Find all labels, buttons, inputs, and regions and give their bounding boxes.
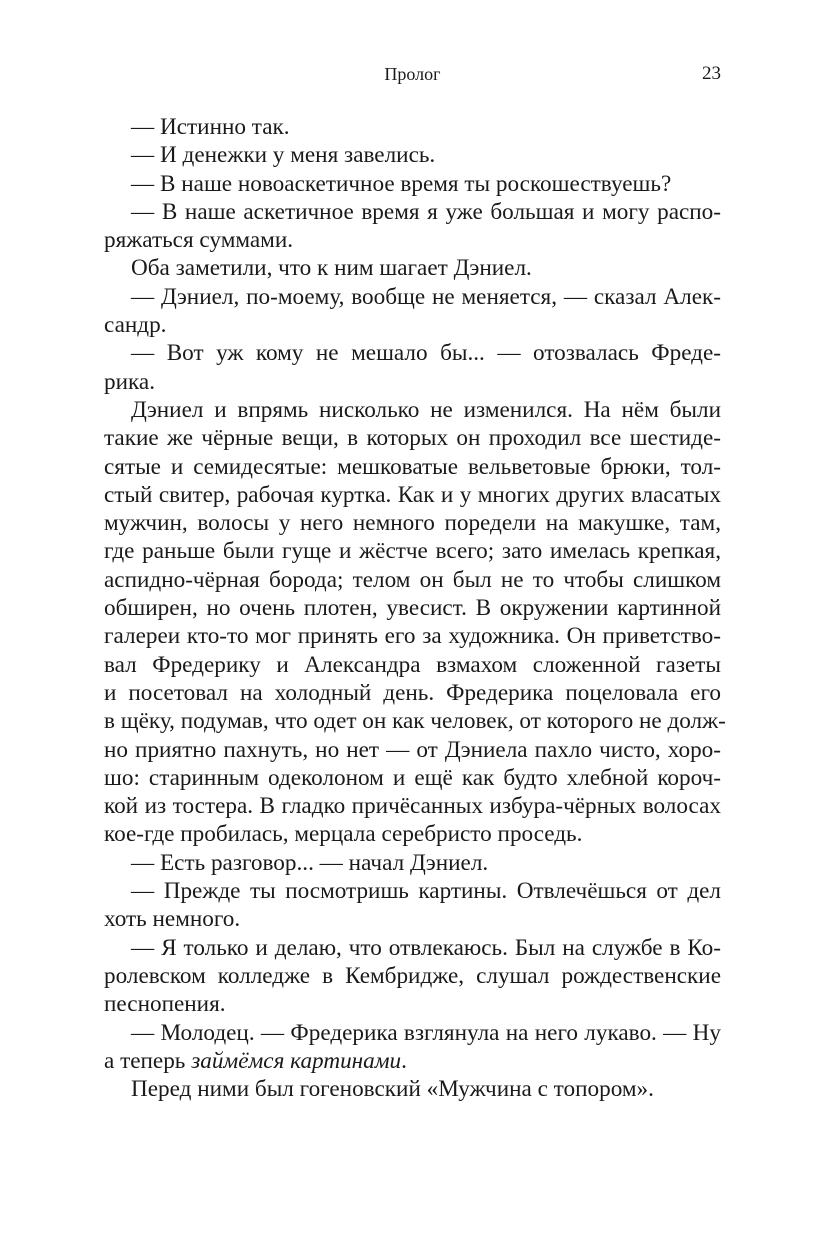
line-text: такие же чёрные вещи, в которых он проходил все шестиде- [104, 425, 721, 452]
line-text: аспидно-чёрная борода; телом он был не то чтобы слишком [104, 566, 721, 593]
paragraph [104, 877, 721, 934]
paragraph [104, 198, 721, 255]
line-text: сятые и семидесятые: мешковатые вельветовые брюки, тол- [104, 453, 721, 480]
line-text: — Дэниел, по-моему, вообще не меняется, — сказал Алек- [131, 283, 721, 310]
line-text: в щёку, подумав, что одет он как человек, от которого не долж- [104, 708, 726, 735]
text-line [104, 905, 721, 933]
line-text: мужчин, волосы у него немного поредели на макушке, там, [104, 510, 721, 537]
running-title: Пролог [384, 64, 441, 84]
paragraph [104, 113, 721, 141]
paragraph [104, 396, 726, 849]
paragraph [104, 849, 721, 877]
text-line [104, 877, 721, 905]
line-text: и посетовал на холодный день. Фредерика поцеловала его [104, 679, 721, 706]
text-line [104, 170, 721, 198]
text-line [104, 113, 721, 141]
text-line [104, 820, 721, 848]
page-header [104, 60, 721, 88]
line-text: но приятно пахнуть, но нет — от Дэниела пахло чисто, хоро- [104, 736, 721, 763]
line-text: — Молодец. — Фредерика взглянула на него лукаво. — Ну [131, 1019, 721, 1046]
line-text: — Прежде ты посмотришь картины. Отвлечёшься от дел [131, 878, 721, 905]
text-line [104, 679, 721, 707]
line-text: рика. [104, 368, 156, 395]
line-text: стый свитер, рабочая куртка. Как и у многих других власатых [104, 481, 721, 508]
text-line [104, 622, 721, 650]
line-text: Оба заметили, что к ним шагает Дэниел. [131, 255, 532, 282]
text-line [104, 198, 721, 226]
text-line [104, 792, 721, 820]
text-line [104, 764, 721, 792]
text-line [104, 849, 721, 877]
text-line [104, 481, 721, 509]
text-line [104, 537, 721, 565]
line-text: кое-где пробилась, мерцала серебристо проседь. [104, 821, 583, 848]
text-line [104, 990, 721, 1018]
text-line [104, 594, 721, 622]
text-line [104, 368, 721, 396]
text-line [104, 651, 721, 679]
body-text [104, 113, 726, 1103]
text-line [104, 141, 721, 169]
text-line [104, 962, 721, 990]
text-line [104, 396, 721, 424]
page-number: 23 [702, 63, 721, 84]
paragraph [104, 1019, 721, 1076]
paragraph [104, 254, 721, 282]
line-text: а теперь [104, 1047, 192, 1074]
line-text: ряжаться суммами. [104, 227, 294, 254]
line-text: ролевском колледже в Кембридже, слушал рождественские [104, 962, 721, 989]
text-line [104, 707, 726, 735]
text-line [104, 1019, 721, 1047]
text-line [104, 509, 721, 537]
line-text: шо: старинным одеколоном и ещё как будто хлебной короч- [104, 764, 721, 791]
paragraph [104, 339, 721, 396]
line-text: вал Фредерику и Александра взмахом сложенной газеты [104, 651, 721, 678]
line-text: Перед ними был гогеновский «Мужчина с топором». [131, 1076, 654, 1103]
text-line [104, 339, 721, 367]
text-line [104, 254, 721, 282]
line-text: кой из тостера. В гладко причёсанных избура-чёрных волосах [104, 793, 721, 820]
paragraph [104, 1075, 721, 1103]
line-text: Дэниел и впрямь нисколько не изменился. На нём были [131, 396, 721, 423]
line-text: — Истинно так. [131, 114, 290, 140]
italic-phrase: займёмся картинами [191, 1047, 402, 1074]
text-line [104, 311, 721, 339]
line-text: галереи кто-то мог принять его за художника. Он приветство- [104, 623, 721, 650]
line-text: — Вот уж кому не мешало бы... — отозвалась Фреде- [131, 340, 721, 367]
text-line [104, 424, 721, 452]
paragraph [104, 170, 721, 198]
line-text: — И денежки у меня завелись. [131, 142, 436, 169]
paragraph [104, 283, 721, 340]
line-text: — Я только и делаю, что отвлекаюсь. Был на службе в Ко- [131, 934, 721, 961]
line-text: где раньше были гуще и жёстче всего; зато имелась крепкая, [104, 538, 721, 565]
line-text: — Есть разговор... — начал Дэниел. [131, 849, 489, 876]
text-line [104, 1047, 721, 1075]
paragraph [104, 934, 721, 1019]
line-text: хоть немного. [104, 906, 241, 933]
text-line [104, 934, 721, 962]
text-line [104, 226, 721, 254]
line-text: обширен, но очень плотен, увесист. В окружении картинной [104, 595, 721, 622]
text-line [104, 453, 721, 481]
text-line [104, 1075, 721, 1103]
text-line [104, 566, 721, 594]
text-line [104, 283, 721, 311]
line-tail: . [401, 1047, 407, 1074]
paragraph [104, 141, 721, 169]
line-text: — В наше новоаскетичное время ты роскошествуешь? [131, 170, 672, 197]
text-line [104, 736, 721, 764]
line-text: сандр. [104, 312, 167, 339]
line-text: песнопения. [104, 991, 226, 1018]
line-text: — В наше аскетичное время я уже большая и могу распо- [131, 198, 721, 225]
